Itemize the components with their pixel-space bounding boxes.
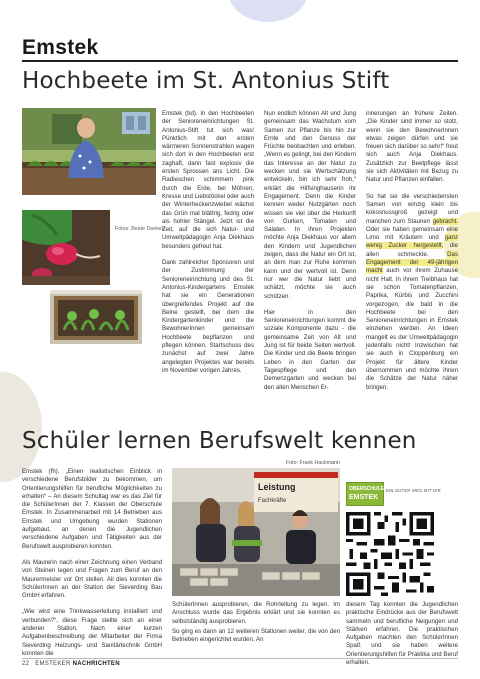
highlighted-text: Das Engagement der 49-jährigen macht bbox=[366, 250, 458, 275]
photo-woman-at-raised-bed bbox=[22, 108, 156, 195]
article2-column-1 bbox=[22, 468, 162, 666]
photo-caption: Fotos: Beate Deeken bbox=[115, 226, 165, 232]
article2-column-2 bbox=[172, 601, 340, 652]
article2-col2-paragraph-2: So ging es dann an 12 weiteren Stationen weiter, die von den Betrieben eingerichtet wurden. An bbox=[172, 627, 340, 644]
page-number: 22 bbox=[22, 661, 30, 667]
article1-headline: Hochbeete im St. Antonius Stift bbox=[22, 68, 390, 94]
article1-column-3 bbox=[366, 110, 458, 400]
article2-col1-paragraph-1: Emstek (fh). „Einen realistischen Einblick in verschiedene Berufsbilder zu bekommen, um Orientierungshilfen für berufliche Möglichkeiten zu erhalten“ – An diesem Schultag war es das Ziel für die SchülerInnen der 7. Klassen der Oberschule Emstek. In Zusammenarbeit mit 14 Betrieben aus Emstek und Umgebung wurden Stationen aufgebaut, an denen die Jugendlichen verschiedene Aufgaben und Tätigkeiten aus der Berufswelt ausprobieren konnten. bbox=[22, 468, 162, 550]
article2-col2-paragraph-1: SchülerInnen ausprobieren, die Rohrleitung zu legen. Im Anschluss wurde das Ergebnis erklärt und sie konnten es selbstständig ausprobieren. bbox=[172, 601, 340, 625]
text-span: Oder sie haben gemeinsam eine Limo mit Kräutern und bbox=[366, 225, 458, 242]
photo-radishes bbox=[22, 210, 110, 285]
decorative-circle-left bbox=[0, 372, 42, 482]
logo-line2: EMSTEK bbox=[349, 494, 379, 501]
highlighted-text: gebracht. bbox=[432, 217, 458, 225]
article2-column-3 bbox=[346, 601, 458, 675]
text-span: die allen schmeckte. bbox=[366, 242, 458, 258]
decorative-circle-top bbox=[228, 0, 308, 22]
logo-line1: OBERSCHULE bbox=[349, 486, 385, 492]
article1-col1-paragraph-1: Emstek (bd). In den Hochbeeten der Senioreneinrichtungen St. Antonius-Stift tut sich was! Pünktlich mit den ersten wärmeren Sonnenstrahlen wagen sich dort in den Hochbeeten erst zaghaft, dann fast explosiv die ersten Sprossen ans Licht. Die Radieschen schimmern pink durch die Erde, bei Möhren, Kresse und Liebstöckel oder auch der Winterheckenzwiebel wächst das Grün mal blättrig, fedrig oder als hohler Stängel. Jetzt ist die Zeit, auf die sich Natur- und Umweltpädagogin Anja Diekhaus besonders gefreut hat. bbox=[162, 110, 254, 250]
school-logo bbox=[346, 482, 458, 506]
banner-text: Leistung bbox=[258, 482, 296, 492]
article1-column-2 bbox=[264, 110, 356, 400]
text-span: So hat sie die verschiedensten Samen von winzig klein bis kokosnussgroß gezeigt und manchen zum Staunen bbox=[366, 192, 458, 225]
article2-col3-paragraph-1: diesem Tag konnten die Jugendlichen praktische Eindrücke aus der Berufswelt sammeln und berufliche Neigungen und Stärken erfahren. Die praktischen Aufgaben machten den SchülerInnen Spaß und sie haben weitere Orientierungshilfen für Praktika und Beruf erhalten. bbox=[346, 601, 458, 667]
photo-planter-box bbox=[50, 290, 142, 344]
article1-column-1 bbox=[162, 110, 254, 383]
highlighted-text: ganz wenig Zucker hergestellt, bbox=[366, 234, 458, 250]
article2-col1-paragraph-2: Als Maurerin nach einer Zeichnung einen Verband von Steinen legen und Fragen zum Beruf an den Maurermeister vor Ort stellen. All dies konnten die SchülerInnen an der Station der Sieverding Bau GmbH erfahren. bbox=[22, 558, 162, 600]
article2-col1-paragraph-3: „Wie wird eine Trinkwasserleitung installiert und verbunden?“, diese Frage stellte sich an einer anderen Station. Nach einer kurzen Aufgabenbeschreibung der Mitarbeiter der Firma Sieverding Heizungs- und Sanitärtechnik GmbH konnten die bbox=[22, 608, 162, 657]
article1-col3-paragraph-1: innerungen an frühere Zeiten. „Die Kinder sind immer so stolz, wenn sie den BewohnerInnen etwas zeigen dürfen und sie freuen sich darüber so sehr!“ freut sich auch Anja Diekhaus. Zusätzlich zur Beetpflege lässt sie sich Aktivitäten mit Bezug zu Natur und Pflanzen einfallen. bbox=[366, 110, 458, 184]
article1-col2-paragraph-1: Nun endlich können Alt und Jung gemeinsam das Wachstum vom Samen zur Pflanze bis hin zur Ernte und den Genuss der Früchte beobachten und erleben. „Wenn es gelingt, bei den Kindern das Interesse an der Natur zu wecken und sie Wertschätzung entwickeln, bin ich sehr froh,“ erklärt die Hilfsinghauserin ihr Engagement. Denn die Kinder kennen weder Nutzgärten noch wissen sie viel über die Herkunft von Gurken, Tomaten und Salaten. In ihren Projekten möchte Anja Diekhaus vor allem den Kindern und Jugendlichen zeigen, dass die Natur ein Ort ist, an dem man zur Ruhe kommen kann und der wertvoll ist. Denn nur wer die Natur liebt und schätzt, möchte sie auch schützen. bbox=[264, 110, 356, 300]
logo-tagline: EIN GUTER WEG MIT DIR bbox=[386, 488, 441, 493]
banner-subtext: Fachkräfte bbox=[258, 498, 287, 504]
article1-col2-paragraph-2: Hier in den Senioreneinrichtungen kommt die soziale Komponente dazu - die gemeinsame Zeit von Alt und Jung ist für beide Seiten wertvoll. Die Kinder und die Beete bringen Leben in den Garten der Tagespflege und den Demenzgarten und wecken bei den alten Menschen Er- bbox=[264, 308, 356, 391]
photo-students-bricklaying bbox=[172, 468, 340, 596]
article1-col1-paragraph-2: Dank zahlreicher Sponsoren und der Zustimmung der Senioreneinrichtung und des St. Antonius-Kindergartens Emstek hat sie ein Generationen übergreifendes Projekt auf die Beine gestellt, bei dem die Kindergartenkinder und die BewohnerInnen gemeinsam Hochbeete bepflanzen und pflegen können. Startschuss des zunächst auf zwei Jahre angelegten Projektes war bereits im November vorigen Jahres. bbox=[162, 259, 254, 374]
section-title: Emstek bbox=[22, 36, 99, 59]
footer-prefix: EMSTEKER bbox=[35, 661, 71, 667]
section-divider bbox=[22, 60, 458, 62]
text-span: auch vor ihrem Zuhause nicht Halt. In ihrem Treibhaus hat sie schon Tomatenpflanzen, Paprika, Kürbis und Zucchini vorgezogen, die bald in die Hochbeete bei den Senioreneinrichtungen in Emstek einziehen werden. An Ideen mangelt es der Umweltpädagogin jedenfalls nicht! Inzwischen hat sie auch in Cloppenburg ein Projekt für ältere Kinder übernommen und möchte ihnen die Schätze der Natur näher bringen. bbox=[366, 267, 458, 391]
footer-divider bbox=[22, 658, 458, 659]
qr-code[interactable] bbox=[346, 512, 434, 596]
footer-brand: NACHRICHTEN bbox=[72, 661, 120, 667]
page-footer bbox=[22, 661, 120, 667]
logo-mark bbox=[346, 482, 384, 506]
article1-col3-paragraph-2 bbox=[366, 193, 458, 392]
article2-headline: Schüler lernen Berufswelt kennen bbox=[22, 428, 417, 454]
photo-credit: Foto: Frank Hackmann bbox=[286, 460, 340, 466]
